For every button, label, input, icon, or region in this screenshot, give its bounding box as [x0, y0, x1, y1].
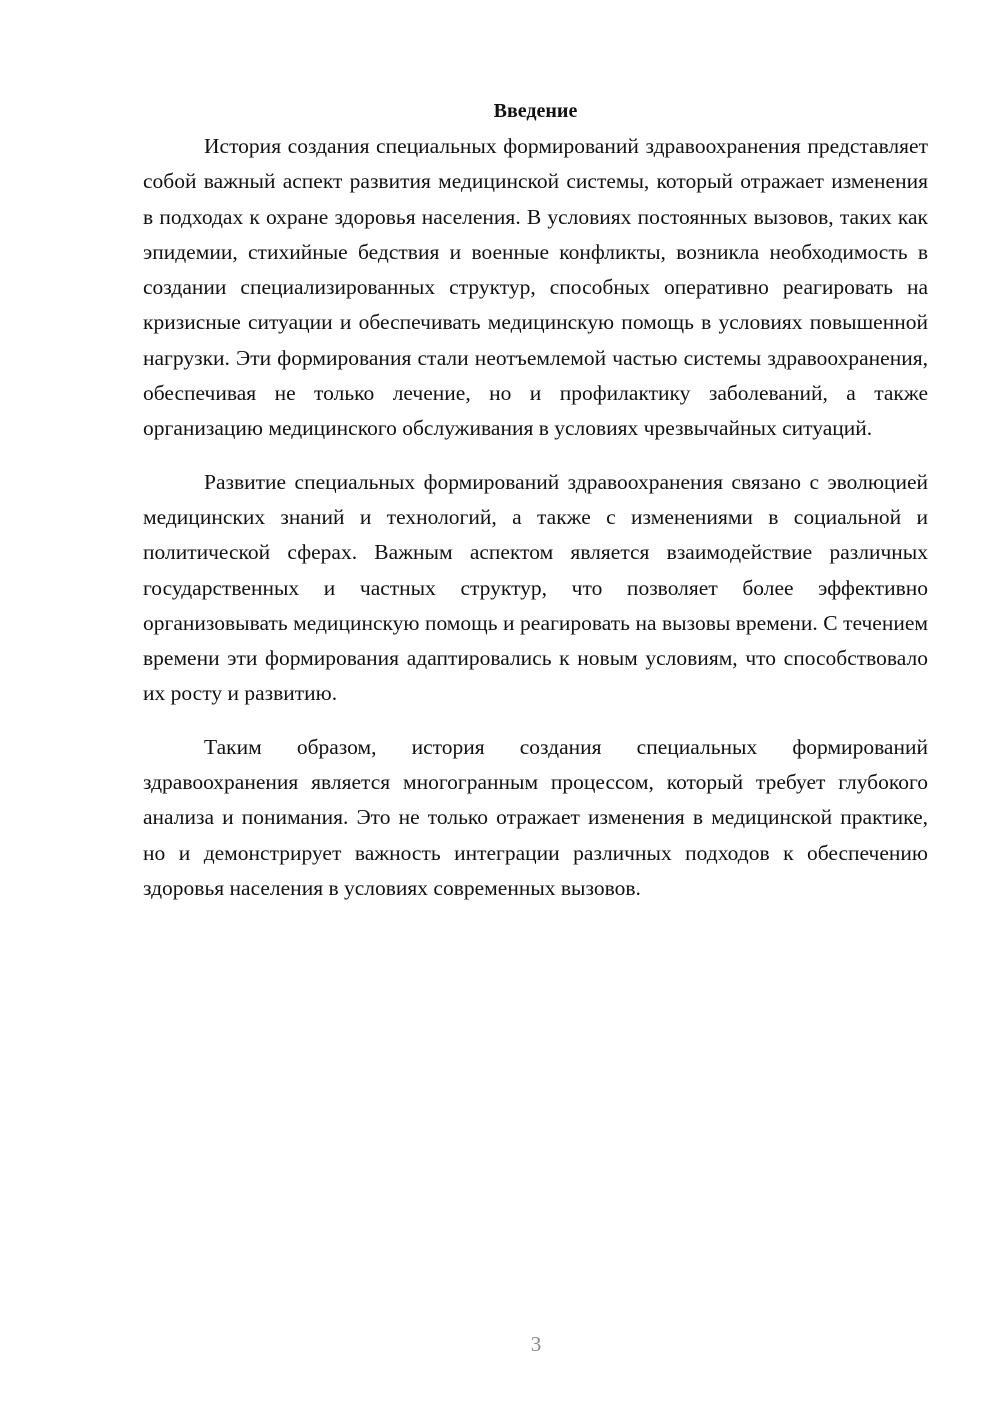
paragraph-3: Таким образом, история создания специальных формирований здравоохранения является многогранным процессом, который требует глубокого анализа и понимания. Это не только отражает изменения в медицинской практике, но и демонстрирует важность интеграции различных подходов к обеспечению здоровья населения в условиях современных вызовов. [143, 734, 928, 900]
page-content [143, 94, 928, 906]
paragraph-1: История создания специальных формирований здравоохранения представляет собой важный аспект развития медицинской системы, который отражает изменения в подходах к охране здоровья населения. В условиях постоянных вызовов, таких как эпидемии, стихийные бедствия и военные конфликты, возникла необходимость в создании специализированных структур, способных оперативно реагировать на кризисные ситуации и обеспечивать медицинскую помощь в условиях повышенной нагрузки. Эти формирования стали неотъемлемой частью системы здравоохранения, обеспечивая не только лечение, но и профилактику заболеваний, а также организацию медицинского обслуживания в условиях чрезвычайных ситуаций. [143, 134, 928, 441]
page-number: 3 [530, 1332, 542, 1356]
paragraph-2: Развитие специальных формирований здравоохранения связано с эволюцией медицинских знаний и технологий, а также с изменениями в социальной и политической сферах. Важным аспектом является взаимодействие различных государственных и частных структур, что позволяет более эффективно организовывать медицинскую помощь и реагировать на вызовы времени. С течением времени эти формирования адаптировались к новым условиям, что способствовало их росту и развитию. [143, 469, 928, 706]
section-title: Введение [493, 100, 578, 122]
